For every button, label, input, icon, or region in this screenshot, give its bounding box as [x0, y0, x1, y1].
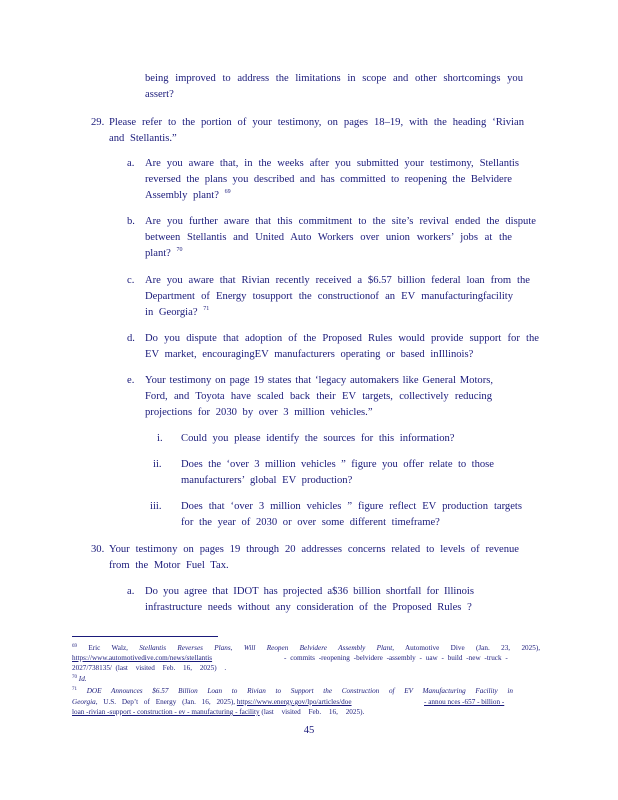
- q29e-marker: e.: [127, 375, 135, 386]
- q29b-line-3: plant? $^{70}$: [145, 247, 183, 259]
- footnote-71-number: 71: [72, 687, 77, 692]
- footnote-71-url[interactable]: https://www.energy.gov/lpo/articles/doe: [236, 698, 352, 706]
- q29e-iii-line-1: Does that ‘over 3 million vehicles ” figure reflect EV production targets: [181, 501, 522, 512]
- q29d-line-1: Do you dispute that adoption of the Proposed Rules would provide support for the: [145, 333, 539, 344]
- q28-continuation-line-1: being improved to address the limitations in scope and other shortcomings you: [145, 73, 523, 84]
- footnote-70: $^{70}$ Id.: [72, 675, 87, 683]
- q30-line-2: from the Motor Fuel Tax.: [109, 560, 229, 571]
- q29-number: 29.: [91, 117, 105, 128]
- q29c-line-1: Are you aware that Rivian recently received a $6.57 billion federal loan from the: [145, 275, 530, 286]
- footnote-71-line-1: $^{71}$ DOE Announces $6.57 Billion Loan to Rivian to Support the Construction of EV Manufacturing Facility in: [72, 687, 513, 695]
- q29e-ii-line-2: manufacturers’ global EV production?: [181, 475, 353, 486]
- footnote-ref-69: 69: [224, 189, 231, 195]
- q29-line-1: Please refer to the portion of your testimony, on pages 18–19, with the heading ‘Rivian: [109, 117, 524, 128]
- footnote-69-line-2: https://www.automotivedive.com/news/stellantis - commits -reopening -belvidere -assembly - uaw - build -new -truck -: [72, 654, 508, 662]
- q29e-line-2: Ford, and Toyota have scaled back their EV targets, collectively reducing: [145, 391, 492, 402]
- footnote-69-line-1: $^{69}$ Eric Walz, Stellantis Reverses Plans, Will Reopen Belvidere Assembly Plant, Automotive Dive (Jan. 23, 2025),: [72, 644, 541, 652]
- q29d-marker: d.: [127, 333, 135, 344]
- q29d-line-2: EV market, encouragingEV manufacturers operating or based inIllinois?: [145, 349, 474, 360]
- footnote-separator: [72, 636, 218, 637]
- q30-line-1: Your testimony on pages 19 through 20 addresses concerns related to levels of revenue: [109, 544, 519, 555]
- footnote-71-line-3: loan -rivian -support - construction - ev - manufacturing - facility (last visited Feb. 16, 2025).: [72, 708, 365, 716]
- q29b-line-1: Are you further aware that this commitment to the site’s revival ended the dispute: [145, 216, 536, 227]
- footnote-71-line-2: Georgia, U.S. Dep’t of Energy (Jan. 16, 2025), https://www.energy.gov/lpo/articles/doe - annou nces -657 - billion -: [72, 698, 505, 706]
- footnote-69-line-3: 2027/738135/ (last visited Feb. 16, 2025) .: [72, 664, 227, 672]
- q29e-line-3: projections for 2030 by over 3 million vehicles.”: [145, 407, 373, 418]
- q30a-line-2: infrastructure needs without any consideration of the Proposed Rules ?: [145, 602, 472, 613]
- q29-line-2: and Stellantis.”: [109, 133, 177, 144]
- q29e-line-1: Your testimony on page 19 states that ‘legacy automakers like General Motors,: [145, 375, 493, 386]
- q29e-iii-line-2: for the year of 2030 or over some different timeframe?: [181, 517, 440, 528]
- q29c-line-2: Department of Energy tosupport the constructionof an EV manufacturingfacility: [145, 291, 513, 302]
- q29e-ii-line-1: Does the ‘over 3 million vehicles ” figure you offer relate to those: [181, 459, 494, 470]
- q29c-marker: c.: [127, 275, 135, 286]
- footnote-69-number: 69: [72, 644, 77, 649]
- q28-continuation-line-2: assert?: [145, 89, 174, 100]
- footnote-69-url[interactable]: https://www.automotivedive.com/news/stellantis: [72, 654, 213, 662]
- q29a-line-1: Are you aware that, in the weeks after you submitted your testimony, Stellantis: [145, 158, 519, 169]
- footnote-ref-70: 70: [176, 247, 183, 253]
- q30a-line-1: Do you agree that IDOT has projected a$36 billion shortfall for Illinois: [145, 586, 474, 597]
- q29a-marker: a.: [127, 158, 135, 169]
- q29e-iii-marker: iii.: [150, 501, 162, 512]
- page-number: 45: [303, 725, 315, 736]
- q30a-marker: a.: [127, 586, 135, 597]
- q30-number: 30.: [91, 544, 105, 555]
- q29b-marker: b.: [127, 216, 135, 227]
- q29e-i-line-1: Could you please identify the sources for this information?: [181, 433, 455, 444]
- q29a-line-3: Assembly plant? $^{69}$: [145, 189, 231, 201]
- q29b-line-2: between Stellantis and United Auto Workers over union workers’ jobs at the: [145, 232, 512, 243]
- q29e-ii-marker: ii.: [153, 459, 162, 470]
- footnote-ref-71: 71: [203, 306, 210, 312]
- q29a-line-2: reversed the plans you described and has committed to reopening the Belvidere: [145, 174, 512, 185]
- q29c-line-3: in Georgia? $^{71}$: [145, 306, 210, 318]
- q29e-i-marker: i.: [157, 433, 163, 444]
